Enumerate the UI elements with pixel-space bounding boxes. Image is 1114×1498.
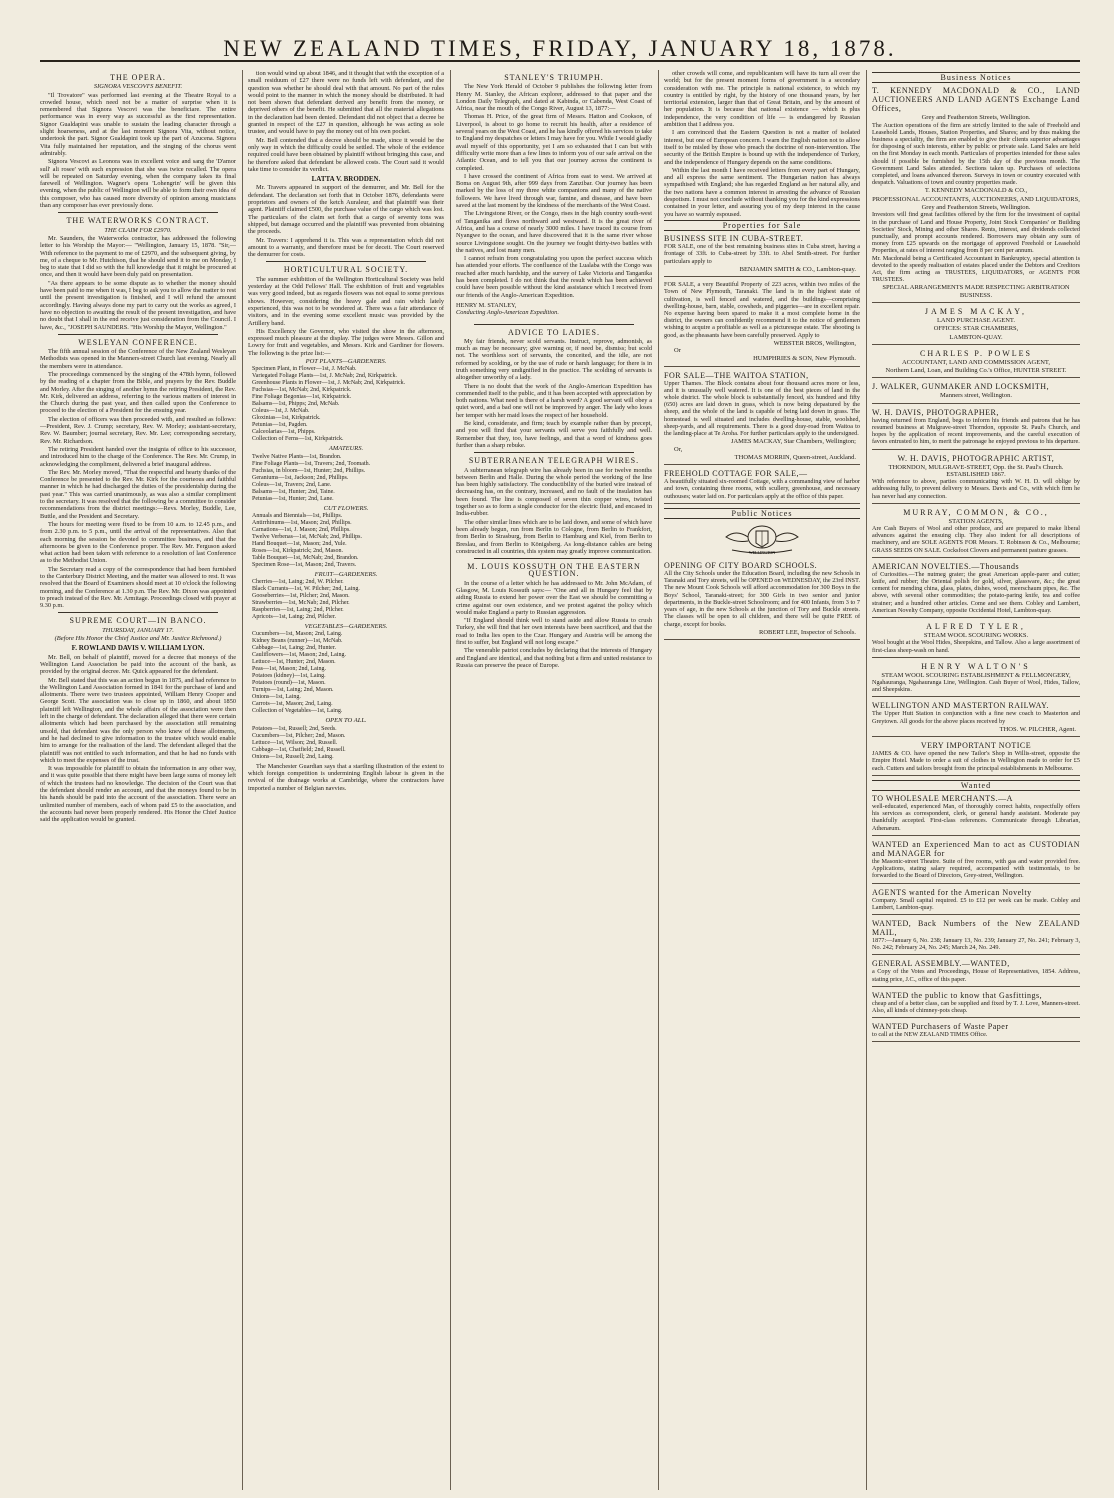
article-paragraph: The election of officers was then proceeded with, and resulted as follows:—President, Rev. J. Crump; secretary, Rev. W. Morley; assistant-secretary, Rev. W. Baumber; journal secretary, Rev. Mr. Lee; corresponding secretary, Rev. Mr. Richardson. — [40, 415, 236, 445]
article-paragraph: My fair friends, never scold servants. Instruct, reprove, admonish, as much as may be necessary; give warning or, if need be, dismiss; but scold not. The worthless sort of servants, the conceited, and the idle, are not reformed by scolding, or by the use of rude or harsh language; for there is in truth something very undignified in the practice. The scolding of servants is altogether unworthy of a lady. — [456, 337, 652, 382]
advertisement: WANTED, Back Numbers of the New ZEALAND MAIL, 1877:—January 6, No. 238; January 13, No. 239; January 27, No. 241; February 3, No. 242; February 24, No. 245; March 24, No. 249. — [872, 919, 1080, 955]
prize-entry: Potatoes (kidney)—1st, Laing. — [252, 673, 326, 680]
section-heading: Wanted — [872, 780, 1080, 791]
article-paragraph: I cannot refrain from congratulating you upon the perfect success which has attended your efforts. The confluence of the Lualaba with the Congo was reached after much hardship, and the survey of Lake Victoria and Tanganika has been completed. I do not think that the result which has been achieved could have been possible without the kind assistance which I received from our friends of the Anglo-American Expedition. — [456, 255, 652, 299]
prize-entry: Annuals and Biennials—1st, Phillips. — [252, 512, 343, 519]
prize-entry: Fine Foliage Begonias—1st, Kirkpatrick. — [252, 394, 352, 401]
article-subheading: THURSDAY, JANUARY 17. — [102, 626, 174, 634]
prize-entry: Hand Bouquet—1st, Mason; 2nd, Yule. — [252, 540, 347, 547]
article-paragraph: The Livingstone River, or the Congo, rises in the high country south-west of Tanganika and flows northward and westward. It is the great river of Africa, and has a course of nearly 3000 miles. I have traced its course from Nyangwe to the ocean, and have discovered that it is the same river whose source Livingstone sought. On the journey we fought thirty-two battles with the natives, and lost many men. — [456, 210, 652, 254]
prize-entry: Kidney Beans (runner)—1st, McNab. — [252, 638, 343, 645]
advertisement: BUSINESS SITE IN CUBA-STREET. FOR SALE, one of the best remaining business sites in Cuba street, having a frontage of 33ft. to Cuba-street by 33ft. to Abel Smith-street. For further particulars apply to BENJAMIN SMITH & CO., Lambton-quay. — [664, 234, 860, 277]
prize-entry: Variegated Foliage Plants—1st, J. McNab; 2nd, Kirkpatrick. — [252, 373, 397, 380]
advertisement: J. WALKER, GUNMAKER AND LOCKSMITH, Manners street, Wellington. — [872, 382, 1080, 403]
divider — [474, 324, 634, 325]
advertisement: FOR SALE—THE WAITOA STATION, Upper Thames. The Block contains about four thousand acres more or less, and it is unusually well watered. It is one of the best pieces of land in the whole district. The whole block is substantially fenced, six hundred and fifty (650) acres are laid down in grass, which is now being depastured by the sheep, and the whole of the land is capable of being laid down in grass. The homestead is well situated and includes dwelling-house, stable, woolshed, sheep-yards, and all requirements. There is a good dray-road from Waitoa to the landing-place at Te Aroha. For further particulars apply to the undersigned. JAMES MACKAY, Star Chambers, Wellington; Or, THOMAS MORRIN, Queen-street, Auckland. — [664, 371, 860, 466]
prize-entry: Carrots—1st, Mason; 2nd, Laing. — [252, 701, 333, 708]
prize-list — [252, 579, 444, 621]
case-title: F. ROWLAND DAVIS V. WILLIAM LYON. — [71, 644, 205, 653]
advertisement: GENERAL ASSEMBLY.—WANTED, a Copy of the Votes and Proceedings, House of Representatives, 1854. Address, stating price, J.C., office of this paper. — [872, 959, 1080, 986]
article-paragraph: The New York Herald of October 9 publishes the following letter from Henry M. Stanley, the African explorer, addressed to that paper and the London Daily Telegraph, and dated at Kabinda, or Cabenda, West Coast of Africa, near the mouth of the Congo River, August 13, 1877:— — [456, 83, 652, 113]
prize-entry: Potatoes (round)—1st, Mason. — [252, 680, 326, 687]
article-paragraph: Within the last month I have received letters from every part of Hungary, and all express the same sentiment. The Hungarian nation has always sympathised with England; she has regarded England as her natural ally, and the two nations have a common interest in arresting the advance of Russian despotism. I must not conclude without thanking you for the kind expressions contained in your letter, and assuring you of my deep interest in the cause you have so warmly espoused. — [664, 166, 860, 218]
prize-entry: Peas—1st, Mason; 2nd, Laing. — [252, 666, 326, 673]
prize-entry: Roses—1st, Kirkpatrick; 2nd, Mason. — [252, 547, 343, 554]
article-paragraph: The Manchester Guardian says that a startling illustration of the extent to which foreign competition is undermining English labour is given in the revival of the drainage works at Cambridge, where the contractors have imported a number of Belgian navvies. — [248, 762, 444, 792]
article-paragraph: The hours for meeting were fixed to be from 10 a.m. to 12.45 p.m., and from 2.30 p.m. to 5 p.m., until the arrival of the representatives. Also that each morning the session be devoted to committee business, and that the afternoons be given to the Conference proper. The Rev. Mr. Ferguson asked what action had been taken with reference to a resolution of last Conference as to the Methodist Union. — [40, 520, 236, 565]
advertisement: FOR SALE, a very Beautiful Property of 223 acres, within two miles of the Town of New Plymouth, Taranaki. The land is in the highest state of cultivation, is well fenced and watered, and the buildings—comprising dwelling-house, barn, stable, cowsheds, and piggeries—are in excellent repair. No expense having been spared to make it a most complete home in the district, the owners can confidently recommend it to the notice of gentlemen wishing to acquire a profitable as well as a picturesque estate. The shooting is good, as the pheasants have been carefully preserved. Apply to WEBSTER BROS, Wellington, Or HUMPHRIES & SON, New Plymouth. — [664, 281, 860, 367]
prize-entry: Lettuce—1st, Hunter; 2nd, Mason. — [252, 659, 336, 666]
prize-entry: Strawberries—1st, McNab; 2nd, Pilcher. — [252, 600, 350, 607]
prize-entry: Potatoes—1st, Russell; 2nd, Seeds. — [252, 725, 337, 732]
prize-list — [252, 366, 444, 443]
divider — [474, 452, 634, 453]
article-heading: THE OPERA. — [110, 73, 166, 82]
article-paragraph: tion would wind up about 1846, and it thought that with the exception of a small residuum of £27 there were no funds left with defendant, and the question was whether he should deal with that amount. No part of the rules would point to the manner in which the money should be distributed. It had not been shown that defendant derived any benefit from the money, or deprived others of the benefit. He submitted that all the material allegations in the declaration had been denied. Defendant did not object that a decree be granted in respect of the £27 in question, although he was acting as sole trustee, and would have to pay the money out of his own pocket. — [248, 70, 444, 136]
prize-entry: Collection of Vegetables—1st, Laing. — [252, 708, 343, 715]
column-2 — [248, 70, 444, 1490]
column-rule — [658, 70, 659, 1490]
prize-entry: Geraniums—1st, Jackson; 2nd, Phillips. — [252, 474, 349, 481]
article-heading: M. LOUIS KOSSUTH ON THE EASTERN QUESTION. — [467, 562, 641, 579]
article-paragraph: Signora Vescovi as Leonora was in excellent voice and sang the 'D'amor sull' ali rosee' with such expression that she was twice recalled. The opera will be repeated on Saturday evening, when the company takes its final farewell of Wellington. Wagner's opera 'Lohengrin' will be given this evening, when the public of Wellington will be able to form their own idea of this composer, who has caused more diversity of opinion among musicians than any composer has ever previously done. — [40, 158, 236, 210]
article-paragraph: I have crossed the continent of Africa from east to west. We arrived at Boma on August 9th, after 999 days from Zanzibar. Our journey has been marked by the loss of my three white companions and many of the native followers. We have lived through war, famine, and disease, and have been saved at the last moment by the kindness of the merchants of the West Coast. — [456, 172, 652, 210]
advertisement: VERY IMPORTANT NOTICE JAMES & CO. have opened the new Tailor's Shop in Willis-street, opposite the Empire Hotel. Made to order a suit of clothes in Wellington made to order for £5 each. Cutters and tailors brought from the principal establishments in Melbourne. — [872, 741, 1080, 776]
article-paragraph: other crowds will come, and republicanism will have its turn all over the world; but for the present moment forms of government is a secondary consideration with me. The principle is national existence, to which my country is entitled by right, by the history of one thousand years, by her territorial extension, larger than that of Great Britain, and by the amount of her population. It is because that national existence — which is plus independence, the very condition of life — is endangered by Russian ambition that I address you. — [664, 70, 860, 129]
article-paragraph: The summer exhibition of the Wellington Horticultural Society was held yesterday at the Odd Fellows' Hall. The exhibition of fruit and vegetables was very good indeed, but as regards flowers was not equal to some previous shows. However, considering the heavy gale and rain which lately experienced, this was not to be wondered at. There was a fair attendance of visitors, and in the evening some excellent music was provided by the Artillery band. — [248, 275, 444, 327]
article-paragraph: Mr. Bell stated that this was an action begun in 1875, and had reference to the Wellington Land Association formed in 1841 for the purchase of land and allotments. There were two trustees appointed, William Henry Cooper and George Scott. The association was to close up in 1860, and about 1850 plaintiff left Wellington, and the whole affairs of the association were then left in the charge of defendant. The declaration alleged that there were certain allotments which had been purchased by the association still remaining unsold, that defendant was the only person who knew of these allotments, and he had declined to give information to the trustee which would enable him to arrange for the realisation of the land. The defendant alleged that the plaintiff was not entitled to such information, and that he had no funds with which to meet the expenses of the trust. — [40, 676, 236, 764]
advertisement: W. H. DAVIS, PHOTOGRAPHER, having returned from England, begs to inform his friends and patrons that he has resumed business at Mulgrave-street Thorndon, opposite St. Paul's Church, and hopes by the application of recent improvements, and the careful execution of favors entrusted to him, to merit the patronage he enjoyed previous to his departure. — [872, 408, 1080, 450]
prize-entry: Cabbage—1st, Laing; 2nd, Hunter. — [252, 645, 336, 652]
advertisement: HENRY WALTON'S STEAM WOOL SCOURING ESTABLISHMENT & FELLMONGERY, Ngahauranga, Ngahauranga Line, Wellington. Cash Buyer of Wool, Hides, Tallow, and Sheepskins. — [872, 662, 1080, 698]
article-paragraph: Mr. Travers appeared in support of the demurrer, and Mr. Bell for the defendant. The declaration set forth that in October 1876, defendants were proprietors and owners of the ketch Auraleur, and that plaintiff was their agent. Plaintiff claimed £500, the purchase value of the cargo which was lost. The particulars of the claim set forth that a cargo of seventy tons was shipped, but damage occurred and the plaintiff was prevented from obtaining the proceeds. — [248, 184, 444, 236]
prize-entry: Antirrhinums—1st, Mason; 2nd, Phillips. — [252, 519, 352, 526]
article-heading: HORTICULTURAL SOCIETY. — [283, 265, 409, 275]
article-heading: SUBTERRANEAN TELEGRAPH WIRES. — [468, 456, 640, 466]
prize-entry: Specimen Rose—1st, Mason; 2nd, Travers. — [252, 561, 357, 568]
prize-entry: Fuchsias—1st, McNab; 2nd, Kirkpatrick. — [252, 387, 352, 394]
article-paragraph: The Rev. Mr. Morley moved, "That the respectful and hearty thanks of the Conference be presented to the Rev. Mr. Kirk for the courteous and faithful manner in which he had discharged the duties of the presidentship during the past year." This was carried unanimously, as was also a similar compliment to the secretary. It was resolved that the following be a committee to consider recommendations from the district meetings:—Revs. Morley, Buddle, Lee, Buttle, and the President and Secretary. — [40, 468, 236, 520]
prize-entry: Cherries—1st, Laing; 2nd, W. Pilcher. — [252, 579, 344, 586]
article-paragraph: "As there appears to be some dispute as to whether the money should have been paid to me when it was, I beg to ask you to allow the matter to rest until the present investigation is finished, and I will refund the amount accordingly. Having always done my part to carry out the works as agreed, I have no objection to awaiting the result of the present investigation, and have no doubt that I shall in the end receive just consideration from the Council. I have, &c., "JOSEPH SAUNDERS. "His Worship the Mayor, Wellington." — [40, 279, 236, 331]
advertisement: MURRAY, COMMON, & CO., STATION AGENTS, Are Cash Buyers of Wool and other produce, and are prepared to make liberal advances against the ensuing clip. They also indent for all descriptions of machinery, and are SOLE AGENTS FOR Messrs. T. Robinson & Co., Melbourne; GRASS SEEDS ON SALE. Cocksfoot Clovers and permanent pasture grasses. — [872, 508, 1080, 558]
prize-entry: Lettuce—1st, Wilson; 2nd, Russell. — [252, 739, 338, 746]
advertisement: WANTED Purchasers of Waste Paper to call at the NEW ZEALAND TIMES Office. — [872, 1022, 1080, 1042]
advertisement: WELLINGTON AND MASTERTON RAILWAY. The Upper Hutt Station in conjunction with a fine new coach to Masterton and Greytown. All goods for the above places received by THOS. W. PILCHER, Agent. — [872, 701, 1080, 737]
prize-list — [252, 454, 444, 503]
article-paragraph: There is no doubt that the work of the Anglo-American Expedition has commended itself to the public, and it has been accepted with appreciation by both nations. What need is there of a harsh word? A good servant will obey a quiet word, and a bad one will not be improved by anger. The lady who loses her temper with her maid loses the respect of her household. — [456, 382, 652, 419]
advertisement: WANTED the public to know that Gasfittings, cheap and of a better class, can be supplied and fixed by T. J. Love, Manners-street. Also, all kinds of chimney-pots cheap. — [872, 991, 1080, 1018]
prize-entry: Collection of Ferns—1st, Kirkpatrick. — [252, 436, 344, 443]
advertisement: T. KENNEDY MACDONALD & CO., LAND AUCTIONEERS AND LAND AGENTS Exchange Land Offices, Grey and Featherston Streets, Wellington. The Auction operations of the firm are strictly limited to the sale of Freehold and Leasehold Lands, Houses, Station Properties, and Shares; and by thus making the business a speciality, the firm are enabled to give their clients superior advantages for disposing of such interests, either by public or private sale. Land Sales are held on the first Monday in each month. Particulars of properties intended for these sales should if possible be furnished by the 15th day of the previous month. The Government Land Sales attended. Sections taken up. Purchases of selections completed, and loans advanced thereon. Surveys in town or country executed with despatch. Valuations of town and country properties made. T. KENNEDY MACDONALD & CO., PROFESSIONAL ACCOUNTANTS, AUCTIONEERS, AND LIQUIDATORS, Grey and Featherston Streets, Wellington. Investors will find great facilities offered by the firm for the investment of capital in the purchase of Land and House Property, Joint Stock Companies' or Building Societies' Stock, Mining and other Shares. Rents, interest, and dividends collected punctually, and prompt accounts rendered. Borrowers may obtain any sum of money from £25 upwards on the mortgage of approved Freehold or Leasehold Properties, at rates of interest ranging from 8 per cent per annum. Mr. Macdonald being a Certificated Accountant in Bankruptcy, special attention is devoted to the speedy realisation of estates placed under the Debtors and Creditors Act, the firm acting as TRUSTEES, LIQUIDATORS, or AGENTS FOR TRUSTEES. SPECIAL ARRANGEMENTS MADE RESPECTING ARBITRATION BUSINESS. — [872, 86, 1080, 303]
advertisement: TO WHOLESALE MERCHANTS.—A well-educated, experienced Man, of thoroughly correct habits, respectfully offers his services as correspondent, clerk, or general handy assistant. Moderate pay thankfully accepted. First-class references. Communicate through Librarian, Athenæum. — [872, 794, 1080, 836]
prize-entry: Apricots—1st, Laing; 2nd, Pilcher. — [252, 614, 336, 621]
article-paragraph: The retiring President handed over the insignia of office to his successor, and introduced him to the charge of the Conference. The Rev. Mr. Crump, in acknowledging the compliment, delivered a brief inaugural address. — [40, 445, 236, 468]
article-paragraph: The fifth annual session of the Conference of the New Zealand Wesleyan Methodists was opened in the Manners-street Church last evening. Nearly all the members were in attendance. — [40, 348, 236, 370]
prize-section-heading: POT PLANTS—GARDENERS. — [305, 357, 387, 365]
article-paragraph: The venerable patriot concludes by declaring that the interests of Hungary and England are identical, and that nothing but a firm and united resistance to Russia can preserve the peace of Europe. — [456, 647, 652, 669]
prize-section-heading: AMATEURS. — [328, 445, 364, 453]
masthead: NEW ZEALAND TIMES, FRIDAY, JANUARY 18, 1878. — [40, 36, 1080, 62]
article-paragraph: His Excellency the Governor, who visited the show in the afternoon, expressed much pleasure at the display. The judges were Messrs. Gillon and Lowry for fruit and vegetables, and Messrs. Kirk and Gardiner for flowers. The following is the prize list:— — [248, 327, 444, 357]
article-heading: WESLEYAN CONFERENCE. — [78, 337, 198, 347]
prize-entry: Table Bouquet—1st, McNab; 2nd, Brandon. — [252, 554, 359, 561]
prize-list — [252, 631, 444, 715]
prize-entry: Onions—1st, Russell; 2nd, Laing. — [252, 753, 334, 760]
prize-entry: Turnips—1st, Laing; 2nd, Mason. — [252, 687, 334, 694]
column-1 — [40, 70, 236, 1490]
advertisement: FREEHOLD COTTAGE FOR SALE,— A beautifully situated six-roomed Cottage, with a commanding view of harbor and town, containing three rooms, with scullery, greenhouse, and necessary outhouses; water laid on. For particulars apply at the office of this paper. — [664, 469, 860, 504]
divider — [58, 334, 218, 335]
prize-section-heading: CUT FLOWERS. — [323, 504, 369, 512]
prize-section-heading: FRUIT—GARDENERS. — [314, 570, 378, 578]
divider — [58, 212, 218, 213]
article-heading: SUPREME COURT—IN BANCO. — [69, 616, 207, 626]
article-subheading: (Before His Honor the Chief Justice and Mr. Justice Richmond.) — [54, 635, 222, 643]
article-heading: THE WATERWORKS CONTRACT. — [66, 216, 210, 226]
article-paragraph: The Secretary read a copy of the correspondence that had been furnished to the Canterbury District Meeting, and the matter was allowed to rest. It was resolved that the Board of Examiners should meet at 10 o'clock the following morning, and the Conference at 1.30 p.m. The Rev. Mr. Dixon was appointed to preach instead of the Rev. Mr. Armitage. Proceedings closed with prayer at 9.30 p.m. — [40, 565, 236, 610]
advertisement: AMERICAN NOVELTIES.—Thousands of Curiosities.—The nutmeg grater; the great American apple-parer and cutter; knife, and rubber; the Oriental polish for gold, silver, glassware, &c.; the great cement for mending china, glass, plates, dishes, wood, meerschaum pipes, &c. The above, with several other commodities; the potato-paring knife, tea and coffee strainer; and a hundred other articles. Come and see them. Cobley and Lambert, American Novelty Company, opposite Occidental Hotel, Lambton-quay. — [872, 562, 1080, 618]
prize-entry: Cauliflowers—1st, Mason; 2nd, Laing. — [252, 652, 346, 659]
prize-entry: Raspberries—1st, Laing; 2nd, Pilcher. — [252, 607, 344, 614]
prize-entry: Onions—1st, Laing. — [252, 694, 301, 701]
signature: HENRY M. STANLEY, Conducting Anglo-American Expedition. — [456, 301, 559, 317]
section-heading: Properties for Sale — [664, 220, 860, 231]
prize-entry: Cabbage—1st, Chatfield; 2nd, Russell. — [252, 746, 346, 753]
divider — [266, 261, 426, 262]
prize-entry: Twelve Native Plants—1st, Brandon. — [252, 453, 342, 460]
advertisement: OPENING OF CITY BOARD SCHOOLS. All the City Schools under the Education Board, including the new Schools in Taranaki and Tory streets, will be OPENED on WEDNESDAY, the 23rd INST. The new Mount Cook Schools will afford accommodation for 300 Boys in the Boys' School, Taranaki-street; for 300 Girls in two senior and junior departments, in the Buckle-street Schoolroom; and for 400 Infants, from 3 to 7 years of age, in the new Schools at the junction of Tory and Buckle streets. The classes will be open to all children, and there will be quite FREE of charge, except for books. ROBERT LEE, Inspector of Schools. — [664, 561, 860, 640]
column-3 — [456, 70, 652, 1490]
column-5 — [872, 70, 1080, 1490]
column-rule — [242, 70, 243, 1490]
prize-entry: Coleus—1st, Travers; 2nd, Lane. — [252, 481, 332, 488]
article-paragraph: A subterranean telegraph wire has already been in use for twelve months between Berlin and Halle. During the whole period the working of the line has been highly satisfactory. The conductibility of the buried wire instead of decreasing has, on the contrary, increased, and no fault of the insulation has been found. The line is composed of seven thin copper wires, twisted together so as to form a single conductor for the electric fluid, and encased in India-rubber. — [456, 466, 652, 518]
prize-entry: Calceolarias—1st, Phipps. — [252, 429, 316, 436]
advertisement: JAMES MACKAY, LAND PURCHASE AGENT. OFFICES: STAR CHAMBERS, LAMBTON-QUAY. — [872, 307, 1080, 345]
column-rule — [450, 70, 451, 1490]
divider — [58, 612, 218, 613]
emblem-motto: WELLINGTON — [748, 550, 776, 556]
case-title: LATTA V. BRODDEN. — [311, 175, 381, 184]
prize-entry: Specimen Plant, in Flower—1st, J. McNab. — [252, 366, 357, 373]
advertisement: WANTED an Experienced Man to act as CUSTODIAN and MANAGER for the Masonic-street Theatre. Suite of five rooms, with gas and water provided free. Applications, stating salary required, accompanied with testimonials, to be forwarded to the Board of Directors, Grey-street, Wellington. — [872, 840, 1080, 884]
article-paragraph: "If England should think well to stand aside and allow Russia to crush Turkey, she will find that her own interests have been sacrificed, and that the road to India lies open to the Czar. Hungary and Austria will be among the first to suffer, but England will not long escape." — [456, 617, 652, 647]
prize-entry: Cucumbers—1st, Mason; 2nd, Laing. — [252, 631, 343, 638]
article-paragraph: The other similar lines which are to be laid down, and some of which have been already begun, run from Berlin to Cologne, from Berlin to Frankfort, from Berlin to Strasburg, from Berlin to Hamburg and Kiel, from Berlin to Breslau, and from Berlin to Königsberg. As long-distance cables are being constructed in all countries, this system may greatly improve communication. — [456, 518, 652, 555]
coat-of-arms-emblem — [712, 523, 812, 557]
column-4 — [664, 70, 860, 1490]
prize-entry: Coleus—1st, J. McNab. — [252, 408, 310, 415]
article-paragraph: In the course of a letter which he has addressed to Mr. John McAdam, of Glasgow, M. Louis Kossuth says:— "One and all in Hungary feel that by aiding Russia to extend her power over the East we should be committing a crime against our own existence, and we protest against the policy which would make England a party to Russian aggression. — [456, 579, 652, 616]
prize-entry: Balsams—1st, Phipps; 2nd, McNab. — [252, 401, 340, 408]
article-paragraph: Mr. Saunders, the Waterworks contractor, has addressed the following letter to his Worship the Mayor:— "Wellington, January 15, 1878. "Sir,—With reference to the payment to me of £2970, and the subsequent giving, by me, of a cheque to Mr. Hutchison, that he should send it to me on Monday, I beg to state that I did so with the full knowledge that it might be procured at once, and then it would have been duly paid on presentation. — [40, 234, 236, 279]
article-heading: STANLEY'S TRIUMPH. — [504, 73, 604, 82]
article-paragraph: I am convinced that the Eastern Question is not a matter of isolated interest, but one of European concern. I warn the English nation not to allow itself to be misled by those who preach the doctrine of non-intervention. The security of the British Empire is bound up with the independence of Turkey, and the independence of Hungary depends on the same conditions. — [664, 129, 860, 166]
advertisement: ALFRED TYLER, STEAM WOOL SCOURING WORKS. Wool bought at the Wool Hides, Sheepskins, and Tallow. Also a large assortment of first-class sheep-wash on hand. — [872, 622, 1080, 658]
prize-entry: Greenhouse Plants in Flower—1st, J. McNab; 2nd, Kirkpatrick. — [252, 380, 406, 387]
advertisement: AGENTS wanted for the American Novelty Company. Small capital required. £5 to £12 per week can be made. Cobley and Lambert, Lambton-quay. — [872, 888, 1080, 915]
prize-section-heading: OPEN TO ALL. — [325, 717, 367, 725]
prize-entry: Twelve Verbenas—1st, McNab; 2nd, Phillips. — [252, 533, 362, 540]
article-paragraph: It was impossible for plaintiff to obtain the information in any other way, and it was quite possible that there might have been large sums of money left of which the trustees had no knowledge. The decision of the Court was that the defendant should render an account, and that the moneys found to be in his hands should be paid into the account of the association. There were an unlimited number of members, each of whom paid £5 to the association, and the accounts had never been properly rendered. His Honor the Chief Justice said the application would be granted. — [40, 765, 236, 824]
prize-list — [252, 513, 444, 569]
section-heading: Public Notices — [664, 508, 860, 519]
prize-entry: Balsams—1st, Hunter; 2nd, Taine. — [252, 488, 335, 495]
prize-entry: Carnations—1st, J. Mason; 2nd, Phillips. — [252, 526, 351, 533]
article-subheading: THE CLAIM FOR £2970. — [104, 226, 172, 234]
advertisement: W. H. DAVIS, PHOTOGRAPHIC ARTIST, THORNDON, MULGRAVE-STREET, Opp. the St. Paul's Church. ESTABLISHED 1867. With reference to above, parties communicating with W. H. D. will oblige by addressing fully, to prevent delivery to Messrs. Davis and Co., with which firm he has never had any connection. — [872, 454, 1080, 504]
advertisement: CHARLES P. POWLES ACCOUNTANT, LAND AND COMMISSION AGENT, Northern Land, Loan, and Building Co.'s Office, HUNTER STREET. — [872, 349, 1080, 379]
article-paragraph: Mr. Travers: I apprehend it is. This was a representation which did not amount to a warranty, and therefore must be for deceit. The Court reserved the demurrer for costs. — [248, 236, 444, 259]
prize-section-heading: VEGETABLES—GARDENERS. — [304, 623, 388, 631]
article-subheading: SIGNORA VESCOVI'S BENEFIT. — [93, 83, 183, 91]
prize-entry: Fine Foliage Plants—1st, Travers; 2nd, Toomath. — [252, 460, 371, 467]
section-heading: Business Notices — [872, 72, 1080, 83]
prize-entry: Gooseberries—1st, Pilcher; 2nd, Mason. — [252, 593, 350, 600]
prize-entry: Petunias—1st, Pagden. — [252, 422, 308, 429]
article-paragraph: Mr. Bell contended that a decree should be made, since it would be the only way in which the difficulty could be settled. The whole of the evidence required could have been obtained by plaintiff without bringing this case, and he therefore asked that defendant be allowed costs. The Court said it would take time to consider its verdict. — [248, 136, 444, 173]
article-paragraph: "Il Trovatore" was performed last evening at the Theatre Royal to a crowded house, which need not be a matter of surprise when it is remembered that Signora Vescovi was the beneficiare. The entire performance was in every way as successful as the first representation. Signor Gualdapini was unable to sustain the leading character through a slight hoarseness, and at the last moment Signora Vita, without notice, undertook the part. Signor Gualdapini took up the part of Azucena. Signora Vita fully maintained her reputation, and the singing of the chorus went admirably. — [40, 91, 236, 157]
prize-list — [252, 726, 444, 761]
prize-entry: Black Currants—1st, W. Pilcher; 2nd, Laing. — [252, 586, 360, 593]
article-paragraph: Thomas H. Price, of the great firm of Messrs. Hatton and Cookson, of Liverpool, is about to go home to recruit his health, after a residence of several years on the West Coast, and he has kindly offered his services to take to England my despatches or letters I may have for you. While I would gladly avail myself of this opportunity, yet I am so exhausted that I can but with difficulty write more than a few lines to inform you of our safe arrival on the Atlantic Ocean, and to tell you that our journey across the continent is completed. — [456, 113, 652, 172]
column-rule — [866, 70, 867, 1490]
prize-entry: Cucumbers—1st, Pilcher; 2nd, Mason. — [252, 732, 346, 739]
prize-entry: Fuchsias, in bloom—1st, Hunter; 2nd, Phillips. — [252, 467, 366, 474]
article-heading: ADVICE TO LADIES. — [507, 327, 601, 337]
article-paragraph: Mr. Bell, on behalf of plaintiff, moved for a decree that moneys of the Wellington Land Association be paid into the account of the bank, as provided by the original decree. Mr. Quick appeared for the defendant. — [40, 653, 236, 676]
article-paragraph: Be kind, considerate, and firm; teach by example rather than by precept, and you will find that your servants will serve you faithfully and well. Remember that they, too, have feelings, and that a word of kindness goes further than a sharp rebuke. — [456, 420, 652, 449]
divider — [474, 558, 634, 559]
prize-entry: Petunias—1st, Hunter; 2nd, Lane. — [252, 495, 334, 502]
article-paragraph: The proceedings commenced by the singing of the 478th hymn, followed by the reading of a chapter from the Bible, and prayers by the Rev. Buddle and Morley. After the singing of another hymn the retiring President, the Rev. Mr. Kirk, delivered an address, referring to the various matters of interest in the Church during the past year, and then called upon the Conference to proceed to the election of a President for the ensuing year. — [40, 370, 236, 415]
prize-entry: Gloxinias—1st, Kirkpatrick. — [252, 415, 321, 422]
